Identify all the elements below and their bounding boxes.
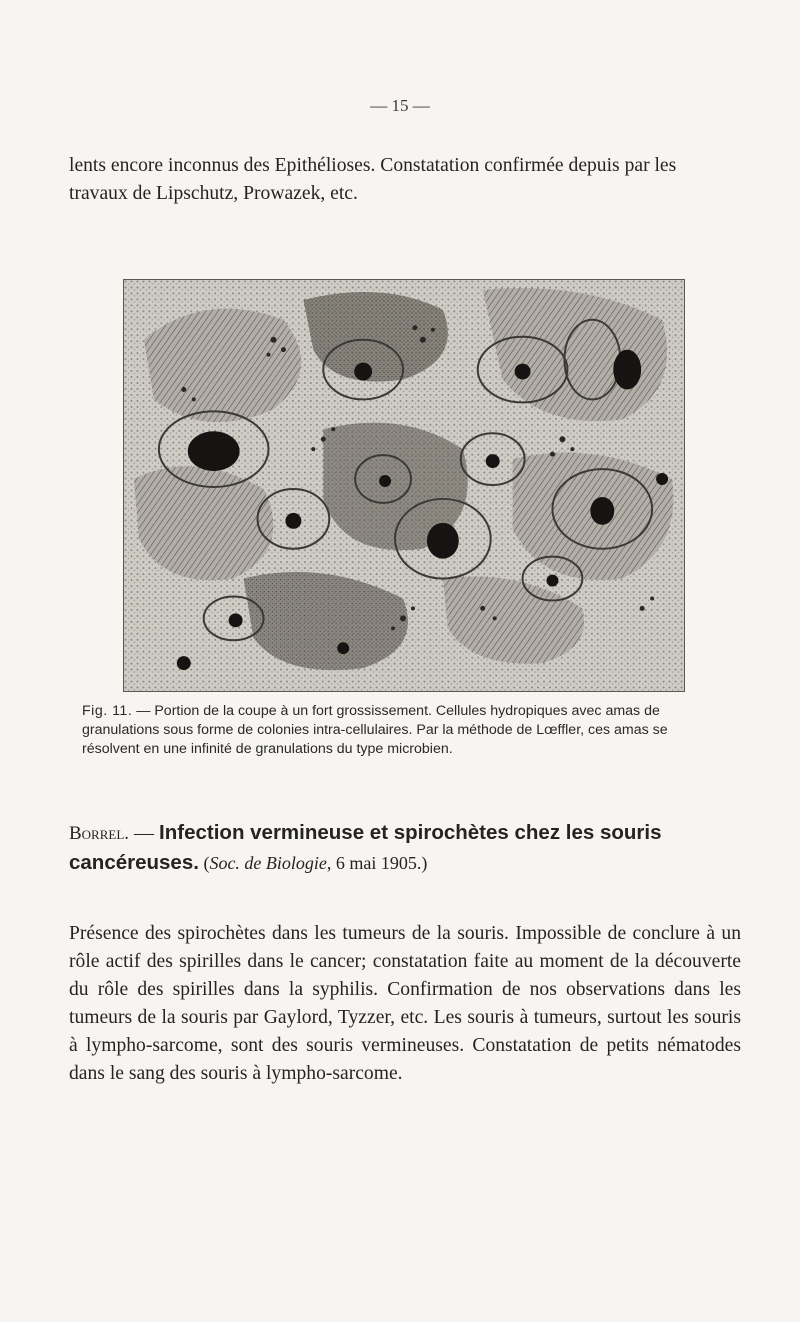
micrograph-figure	[123, 279, 685, 692]
figure-caption	[82, 702, 718, 759]
source-journal: Soc. de Biologie	[209, 853, 327, 873]
article-title: Infection vermineuse et spirochètes chez les souris cancéreuses.	[69, 821, 662, 874]
article-heading	[69, 818, 741, 878]
page-number: — 15 —	[370, 96, 430, 115]
source-open: (	[198, 853, 210, 873]
title-dash: —	[129, 822, 160, 844]
article-author: Borrel.	[69, 823, 130, 844]
intro-line-1: lents encore inconnus des Epithélioses. Constatation confirmée depuis par les	[69, 155, 677, 176]
source-date: , 6 mai 1905.)	[326, 853, 428, 873]
intro-line-2: travaux de Lipschutz, Prowazek, etc.	[69, 183, 358, 204]
article-source	[199, 853, 427, 873]
figure-label: Fig. 11.	[82, 703, 133, 719]
intro-paragraph	[69, 152, 741, 208]
figure-caption-text: — Portion de la coupe à un fort grossissement. Cellules hydropiques avec amas de granulations sous forme de colonies intra-cellulaires. Par la méthode de Lœffler, ces amas se résolvent en une infinité de granulations du type microbien.	[82, 703, 668, 757]
article-body-paragraph: Présence des spirochètes dans les tumeurs de la souris. Impossible de conclure à un rôle actif des spirilles dans le cancer; constatation faite au moment de la découverte du rôle des spirilles dans la syphilis. Confirmation de nos observations dans les tumeurs de la souris par Gaylord, Tyzzer, etc. Les souris à tumeurs, surtout les souris à lympho-sarcome, sont des souris vermineuses. Constatation de petits nématodes dans le sang des souris à lympho-sarcome.	[69, 923, 741, 1084]
article-body	[69, 920, 741, 1088]
micrograph-illustration	[124, 280, 684, 691]
